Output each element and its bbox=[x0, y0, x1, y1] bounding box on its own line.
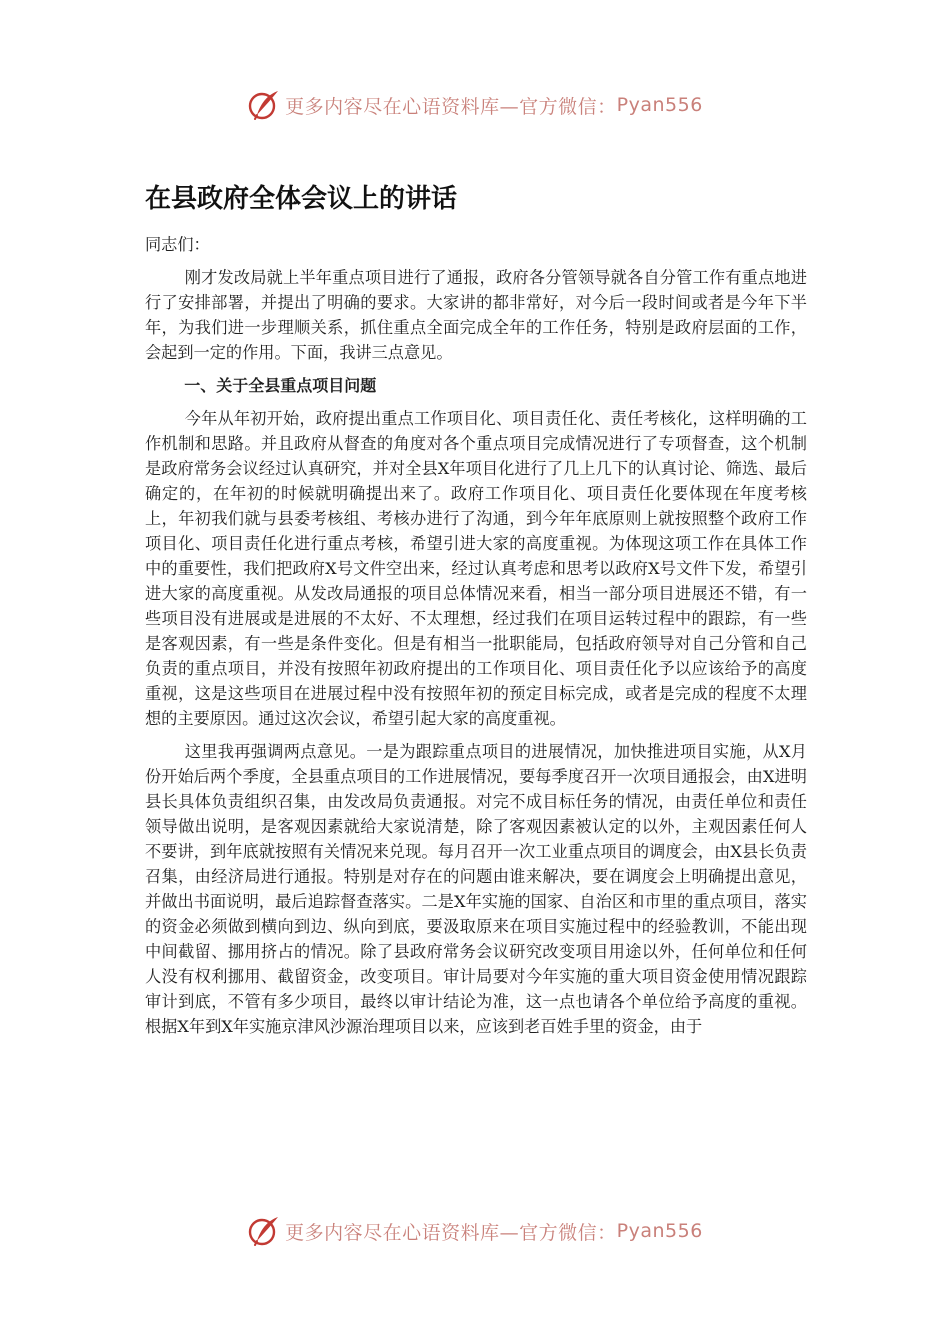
banner-brand: Pyan556 bbox=[616, 94, 703, 116]
banner-brand: Pyan556 bbox=[616, 1220, 703, 1242]
section-heading: 一、关于全县重点项目问题 bbox=[184, 376, 377, 395]
section-paragraph-1: 今年从年初开始，政府提出重点工作项目化、项目责任化、责任考核化，这样明确的工作机制和思路。并且政府从督查的角度对各个重点项目完成情况进行了专项督查，这个机制是政府常务会议经过认真研究，并对全县X年项目化进行了几上几下的认真讨论、筛选、最后确定的，在年初的时候就明确提出来了。政府工作项目化、项目责任化要体现在年度考核上，年初我们就与县委考核组、考核办进行了沟通，到今年年底原则上就按照整个政府工作项目化、项目责任化进行重点考核，希望引进大家的高度重视。为体现这项工作在具体工作中的重要性，我们把政府X号文件空出来，经过认真考虑和思考以政府X号文件下发，希望引进大家的高度重视。从发改局通报的项目总体情况来看，相当一部分项目进展还不错，有一些项目没有进展或是进展的不太好、不太理想，经过我们在项目运转过程中的跟踪，有一些是客观因素，有一些是条件变化。但是有相当一批职能局，包括政府领导对自己分管和自己负责的重点项目，并没有按照年初政府提出的工作项目化、项目责任化予以应该给予的高度重视，这是这些项目在进展过程中没有按照年初的预定目标完成，或者是完成的程度不太理想的主要原因。通过这次会议，希望引起大家的高度重视。 bbox=[145, 409, 807, 728]
quill-pen-logo-icon bbox=[247, 1214, 281, 1248]
salutation: 同志们： bbox=[145, 235, 210, 254]
header-banner bbox=[0, 85, 950, 125]
intro-paragraph: 刚才发改局就上半年重点项目进行了通报，政府各分管领导就各自分管工作有重点地进行了安排部署，并提出了明确的要求。大家讲的都非常好，对今后一段时间或者是今年下半年，为我们进一步理顺关系，抓住重点全面完成全年的工作任务，特别是政府层面的工作，会起到一定的作用。下面，我讲三点意见。 bbox=[145, 268, 807, 362]
banner-text: 更多内容尽在心语资料库—官方微信： bbox=[285, 1221, 617, 1244]
banner-text: 更多内容尽在心语资料库—官方微信： bbox=[285, 95, 617, 118]
document-body bbox=[145, 232, 807, 1047]
document-title: 在县政府全体会议上的讲话 bbox=[145, 184, 458, 214]
footer-banner bbox=[0, 1211, 950, 1251]
section-paragraph-2: 这里我再强调两点意见。一是为跟踪重点项目的进展情况，加快推进项目实施，从X月份开始后两个季度，全县重点项目的工作进展情况，要每季度召开一次项目通报会，由X进明县长具体负责组织召集，由发改局负责通报。对完不成目标任务的情况，由责任单位和责任领导做出说明，是客观因素就给大家说清楚，除了客观因素被认定的以外，主观因素任何人不要讲，到年底就按照有关情况来兑现。每月召开一次工业重点项目的调度会，由X县长负责召集，由经济局进行通报。特别是对存在的问题由谁来解决，要在调度会上明确提出意见，并做出书面说明，最后追踪督查落实。二是X年实施的国家、自治区和市里的重点项目，落实的资金必须做到横向到边、纵向到底，要汲取原来在项目实施过程中的经验教训，不能出现中间截留、挪用挤占的情况。除了县政府常务会议研究改变项目用途以外，任何单位和任何人没有权利挪用、截留资金，改变项目。审计局要对今年实施的重大项目资金使用情况跟踪审计到底，不管有多少项目，最终以审计结论为准，这一点也请各个单位给予高度的重视。根据X年到X年实施京津风沙源治理项目以来，应该到老百姓手里的资金，由于 bbox=[145, 742, 807, 1036]
quill-pen-logo-icon bbox=[247, 88, 281, 122]
